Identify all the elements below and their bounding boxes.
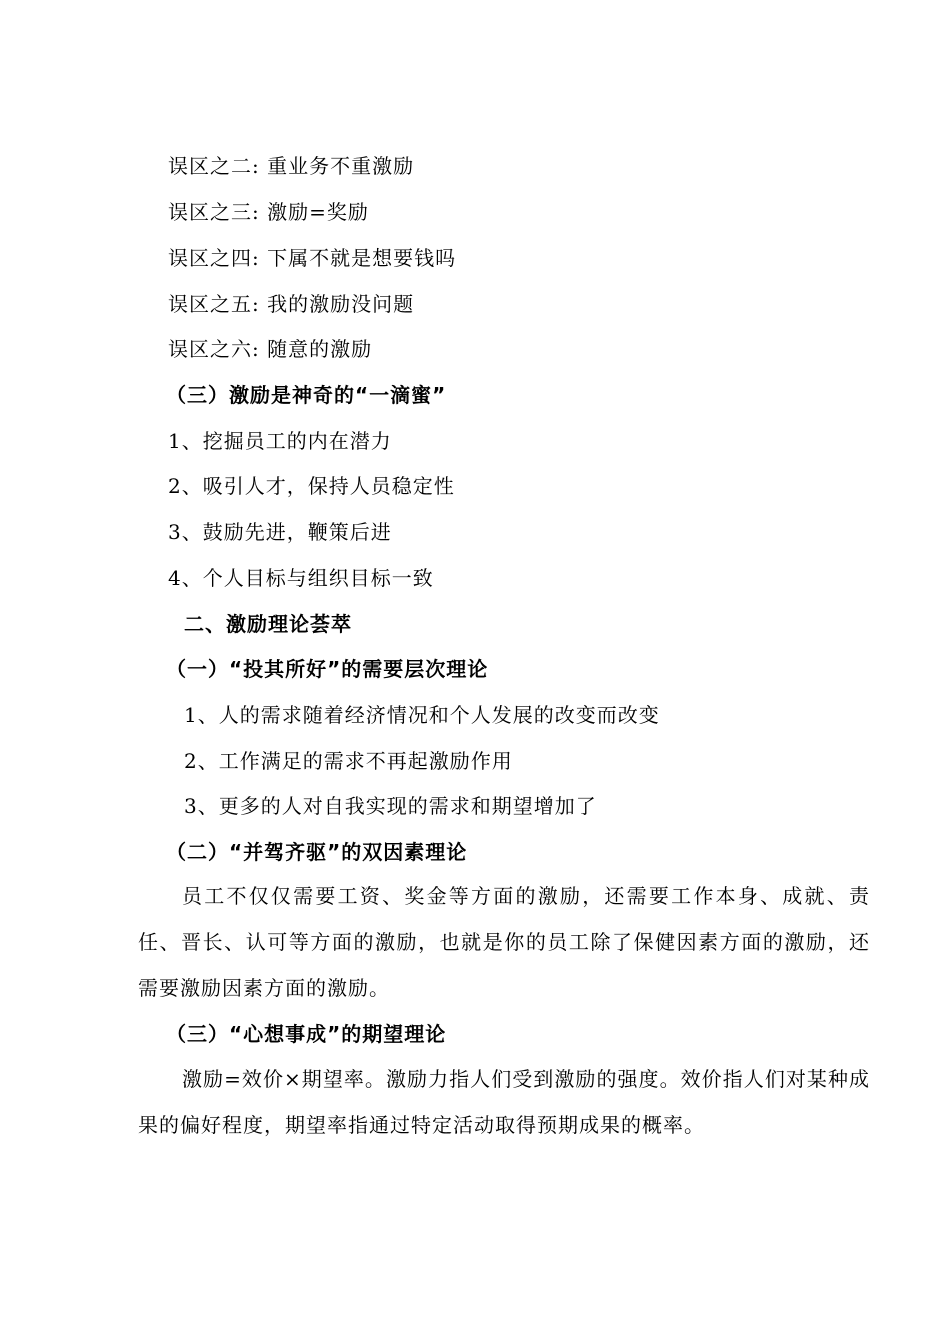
needs-item-1: 1、人的需求随着经济情况和个人发展的改变而改变: [184, 703, 660, 727]
honey-item-1: 1、挖掘员工的内在潜力: [168, 429, 392, 453]
misconception-2: 误区之二: 重业务不重激励: [168, 154, 415, 178]
misconception-6: 误区之六: 随意的激励: [168, 337, 373, 361]
honey-item-2: 2、吸引人才，保持人员稳定性: [168, 474, 455, 498]
expectancy-paragraph: 激励=效价×期望率。激励力指人们受到激励的强度。效价指人们对某种成果的偏好程度，期望率指通过特定活动取得预期成果的概率。: [138, 1067, 870, 1137]
section-heading-honey: （三）激励是神奇的“一滴蜜”: [166, 383, 447, 407]
two-factor-paragraph: 员工不仅仅需要工资、奖金等方面的激励，还需要工作本身、成就、责任、晋长、认可等方面的激励，也就是你的员工除了保健因素方面的激励，还需要激励因素方面的激励。: [138, 884, 870, 1000]
chapter-heading: 二、激励理论荟萃: [184, 612, 352, 636]
misconception-4: 误区之四: 下属不就是想要钱吗: [168, 246, 457, 270]
section-heading-two-factor: （二）“并驾齐驱”的双因素理论: [166, 840, 468, 864]
honey-item-3: 3、鼓励先进，鞭策后进: [168, 520, 392, 544]
honey-item-4: 4、个人目标与组织目标一致: [168, 566, 434, 590]
misconception-3: 误区之三: 激励=奖励: [168, 200, 369, 224]
needs-item-2: 2、工作满足的需求不再起激励作用: [184, 749, 513, 773]
section-heading-expectancy: （三）“心想事成”的期望理论: [166, 1022, 447, 1046]
section-heading-needs: （一）“投其所好”的需要层次理论: [166, 657, 489, 681]
needs-item-3: 3、更多的人对自我实现的需求和期望增加了: [184, 794, 597, 818]
misconception-5: 误区之五: 我的激励没问题: [168, 292, 415, 316]
